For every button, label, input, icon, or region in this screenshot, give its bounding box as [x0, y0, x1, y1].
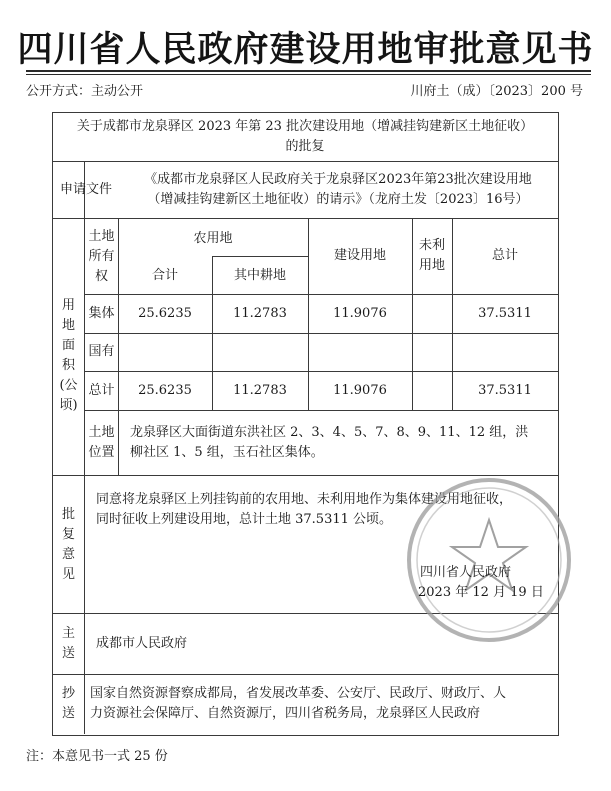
header-rule-thin [26, 74, 591, 75]
ownership-header [85, 227, 118, 287]
location-line-1: 龙泉驿区大面街道东洪社区 2、3、4、5、7、8、9、11、12 组，洪 [130, 425, 529, 440]
divider [52, 674, 559, 675]
location-line-2: 柳社区 1、5 组，玉石社区集体。 [130, 445, 324, 460]
copy-to-label [52, 684, 85, 724]
approval-label [52, 505, 85, 585]
agri-total-header: 合计 [151, 268, 178, 283]
land-area-label-char: 面 [61, 338, 75, 353]
approval-label-char: 意 [61, 547, 75, 562]
application-line-1: 《成都市龙泉驿区人民政府关于龙泉驿区2023年第23批次建设用地 [144, 172, 532, 187]
divider [52, 161, 559, 162]
application-line-2: （增减挂钩建新区土地征收）的请示》（龙府土发〔2023〕16号） [147, 192, 529, 207]
cell-farmland: 11.2783 [233, 383, 287, 398]
copy-to-line-1: 国家自然资源督察成都局，省发展改革委、公安厅、民政厅、财政厅、人 [90, 686, 507, 701]
divider [84, 333, 559, 334]
approval-label-char: 见 [61, 567, 75, 582]
main-recipient-label [52, 624, 85, 664]
header-rule-thick [26, 70, 591, 72]
unused-land-header [412, 236, 452, 276]
agri-land-header: 农用地 [193, 231, 233, 246]
cell-agri-total: 25.6235 [138, 306, 192, 321]
approval-label-char: 批 [61, 507, 75, 522]
land-area-label-char: 地 [61, 318, 75, 333]
cell-agri-total: 25.6235 [138, 383, 192, 398]
footer-note: 注：本意见书一式 25 份 [26, 749, 168, 764]
cell-construction: 11.9076 [333, 306, 387, 321]
approval-line-2: 同时征收上列建设用地，总计土地 37.5311 公顷。 [96, 512, 393, 527]
land-area-label-char: 用 [61, 298, 75, 313]
subject-line-1: 关于成都市龙泉驿区 2023 年第 23 批次建设用地（增减挂钩建新区土地征收） [76, 119, 534, 134]
land-area-section-label [52, 296, 85, 416]
cell-construction: 11.9076 [333, 383, 387, 398]
divider [84, 294, 559, 295]
disclosure-method: 公开方式：主动公开 [26, 84, 144, 99]
row-label-state: 国有 [88, 344, 115, 359]
divider [52, 218, 559, 219]
construction-land-header: 建设用地 [333, 248, 386, 263]
row-label-total: 总计 [88, 383, 115, 398]
copy-to-label-char: 送 [61, 706, 75, 721]
document-number: 川府土（成）〔2023〕200 号 [410, 84, 583, 99]
main-recipient-value: 成都市人民政府 [96, 636, 188, 651]
land-area-label-char: 顷) [59, 398, 78, 413]
divider [118, 410, 119, 475]
unused-header-line: 用地 [418, 258, 445, 273]
subject-line-2: 的批复 [285, 139, 325, 154]
cell-total: 37.5311 [478, 383, 532, 398]
main-recipient-label-char: 主 [61, 626, 75, 641]
ownership-header-line: 所有 [88, 249, 115, 264]
ownership-header-line: 权 [94, 269, 108, 284]
total-header: 总计 [491, 248, 518, 263]
land-area-label-char: 积 [61, 358, 75, 373]
seal-outer-ring [409, 480, 569, 640]
application-label: 申请文件 [59, 182, 112, 197]
official-seal [404, 475, 574, 645]
row-label-collective: 集体 [88, 306, 115, 321]
location-label-line: 位置 [88, 445, 115, 460]
approval-line-1: 同意将龙泉驿区上列挂钩前的农用地、未利用地作为集体建设用地征收， [96, 492, 513, 507]
cell-farmland: 11.2783 [233, 306, 287, 321]
seal-inner-ring [417, 488, 561, 632]
divider [84, 371, 559, 372]
divider [212, 256, 308, 257]
land-area-label-char: (公 [59, 378, 78, 393]
cell-total: 37.5311 [478, 306, 532, 321]
ownership-header-line: 土地 [88, 229, 115, 244]
agri-farmland-header: 其中耕地 [233, 268, 286, 283]
approval-issuer: 四川省人民政府 [420, 565, 512, 580]
copy-to-line-2: 力资源社会保障厅、自然资源厅，四川省税务局，龙泉驿区人民政府 [90, 706, 481, 721]
approval-label-char: 复 [61, 527, 75, 542]
location-label-line: 土地 [88, 425, 115, 440]
divider [84, 410, 559, 411]
approval-date: 2023 年 12 月 19 日 [418, 585, 544, 600]
copy-to-label-char: 抄 [61, 686, 75, 701]
document-title: 四川省人民政府建设用地审批意见书 [17, 30, 594, 70]
location-label [85, 423, 118, 463]
main-recipient-label-char: 送 [61, 646, 75, 661]
unused-header-line: 未利 [418, 238, 445, 253]
